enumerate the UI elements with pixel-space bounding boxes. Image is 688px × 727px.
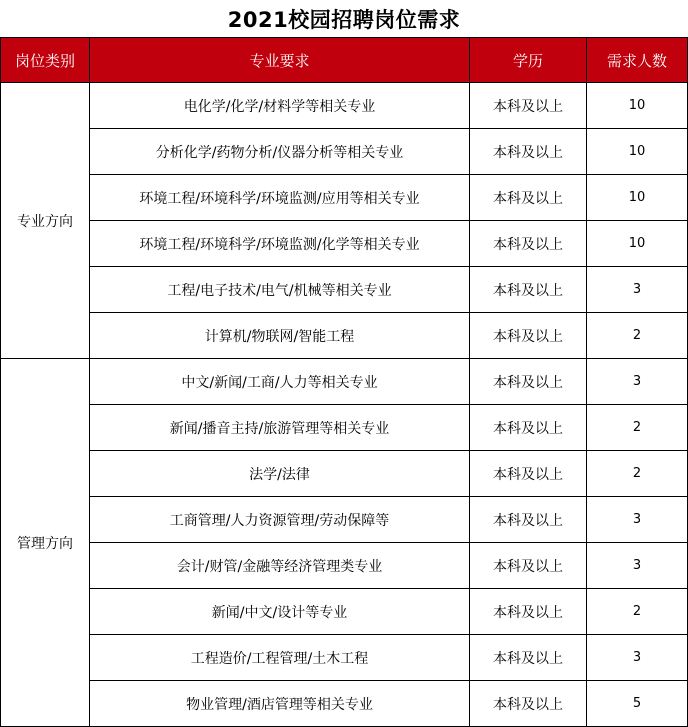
category-cell: 专业方向 [1, 83, 90, 359]
education-cell: 本科及以上 [470, 589, 587, 635]
table-row [1, 267, 688, 313]
header-row [1, 38, 688, 83]
table-row [1, 405, 688, 451]
table-row [1, 129, 688, 175]
major-cell: 新闻/播音主持/旅游管理等相关专业 [90, 405, 470, 451]
major-cell: 分析化学/药物分析/仪器分析等相关专业 [90, 129, 470, 175]
header-major: 专业要求 [90, 38, 470, 83]
count-cell: 10 [587, 129, 688, 175]
major-cell: 环境工程/环境科学/环境监测/应用等相关专业 [90, 175, 470, 221]
major-cell: 中文/新闻/工商/人力等相关专业 [90, 359, 470, 405]
count-cell: 10 [587, 175, 688, 221]
count-cell: 3 [587, 543, 688, 589]
count-cell: 3 [587, 267, 688, 313]
count-cell: 3 [587, 497, 688, 543]
education-cell: 本科及以上 [470, 313, 587, 359]
count-cell: 2 [587, 313, 688, 359]
education-cell: 本科及以上 [470, 267, 587, 313]
major-cell: 物业管理/酒店管理等相关专业 [90, 681, 470, 727]
major-cell: 工商管理/人力资源管理/劳动保障等 [90, 497, 470, 543]
table-row [1, 635, 688, 681]
education-cell: 本科及以上 [470, 451, 587, 497]
education-cell: 本科及以上 [470, 83, 587, 129]
header-education: 学历 [470, 38, 587, 83]
table-row [1, 221, 688, 267]
major-cell: 电化学/化学/材料学等相关专业 [90, 83, 470, 129]
table-row [1, 175, 688, 221]
education-cell: 本科及以上 [470, 681, 587, 727]
header-count: 需求人数 [587, 38, 688, 83]
table-row [1, 359, 688, 405]
header-category: 岗位类别 [1, 38, 90, 83]
major-cell: 计算机/物联网/智能工程 [90, 313, 470, 359]
education-cell: 本科及以上 [470, 405, 587, 451]
count-cell: 2 [587, 405, 688, 451]
education-cell: 本科及以上 [470, 221, 587, 267]
education-cell: 本科及以上 [470, 129, 587, 175]
major-cell: 工程造价/工程管理/土木工程 [90, 635, 470, 681]
table-row [1, 451, 688, 497]
table-row [1, 497, 688, 543]
count-cell: 2 [587, 451, 688, 497]
count-cell: 10 [587, 221, 688, 267]
sheet-title: 2021校园招聘岗位需求 [0, 0, 688, 38]
major-cell: 工程/电子技术/电气/机械等相关专业 [90, 267, 470, 313]
count-cell: 5 [587, 681, 688, 727]
major-cell: 会计/财管/金融等经济管理类专业 [90, 543, 470, 589]
major-cell: 环境工程/环境科学/环境监测/化学等相关专业 [90, 221, 470, 267]
table-row [1, 681, 688, 727]
count-cell: 2 [587, 589, 688, 635]
table-row [1, 589, 688, 635]
table-row [1, 313, 688, 359]
education-cell: 本科及以上 [470, 543, 587, 589]
education-cell: 本科及以上 [470, 175, 587, 221]
count-cell: 3 [587, 635, 688, 681]
education-cell: 本科及以上 [470, 497, 587, 543]
count-cell: 3 [587, 359, 688, 405]
major-cell: 法学/法律 [90, 451, 470, 497]
major-cell: 新闻/中文/设计等专业 [90, 589, 470, 635]
table-row [1, 543, 688, 589]
table-row [1, 83, 688, 129]
education-cell: 本科及以上 [470, 359, 587, 405]
category-cell: 管理方向 [1, 359, 90, 727]
education-cell: 本科及以上 [470, 635, 587, 681]
requirements-table [0, 37, 688, 727]
count-cell: 10 [587, 83, 688, 129]
